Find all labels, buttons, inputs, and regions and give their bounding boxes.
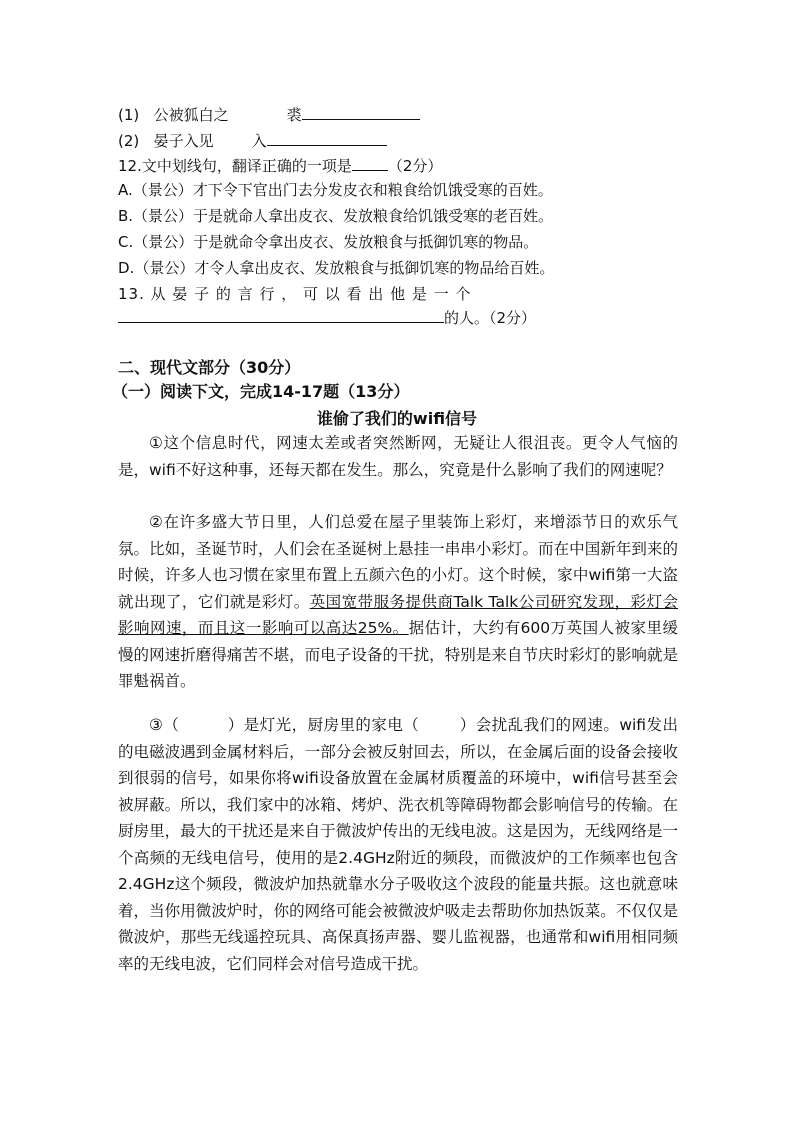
q12-option-b: B.（景公）于是就命人拿出皮衣、发放粮食给饥饿受寒的老百姓。 <box>118 207 554 225</box>
q12-stem: 12.文中划线句，翻译正确的一项是 （2分） <box>118 154 442 176</box>
paragraph-1: ①这个信息时代，网速太差或者突然断网，无疑让人很沮丧。更令人气恼的是，wifi不好这种事，还每天都在发生。那么，究竟是什么影响了我们的网速呢？ <box>118 434 678 479</box>
article-title: 谁偷了我们的wifi信号 <box>316 409 478 428</box>
q12-option-c: C.（景公）于是就命令拿出皮衣、发放粮食与抵御饥寒的物品。 <box>118 233 539 251</box>
item-number: (2) <box>118 132 140 150</box>
q13-answer-line: 的人。（2分） <box>118 306 536 328</box>
part-heading: （一）阅读下文，完成14-17题（13分） <box>112 382 410 401</box>
paragraph-3: ③（ ）是灯光，厨房里的家电（ ）会扰乱我们的网速。wifi发出的电磁波遇到金属材料后，一部分会被反射回去，所以，在金属后面的设备会接收到很弱的信号，如果你将wifi设备放置在金属材质覆盖的环境中，wifi信号甚至会被屏蔽。所以，我们家中的冰箱、烤炉、洗衣机等障碍物都会影响信号的传输。在厨房里，最大的干扰还是来自于微波炉传出的无线电波。这是因为，无线网络是一个高频的无线电信号，使用的是2.4GHz附近的频段，而微波炉的工作频率也包含2.4GHz这个频段，微波炉加热就靠水分子吸收这个波段的能量共振。这也就意味着，当你用微波炉时，你的网络可能会被微波炉吸走去帮助你加热饭菜。不仅仅是微波炉，那些无线遥控玩具、高保真扬声器、婴儿监视器，也通常和wifi用相同频率的无线电波，它们同样会对信号造成干扰。 <box>118 716 678 973</box>
q12-option-a: A.（景公）才下令下官出门去分发皮衣和粮食给饥饿受寒的百姓。 <box>118 181 553 199</box>
paragraph-2: ②在许多盛大节日里，人们总爱在屋子里装饰上彩灯，来增添节日的欢乐气氛。比如，圣诞节时，人们会在圣诞树上悬挂一串串小彩灯。而在中国新年到来的时候，许多人也习惯在家里布置上五颜六色的小灯。这个时候，家中wifi第一大盗就出现了，它们就是彩灯。英国宽带服务提供商Talk Talk公司研究发现，彩灯会影响网速，而且这一影响可以高达25%。据估计，大约有600万英国人被家里缓慢的网速折磨得痛苦不堪，而电子设备的干扰，特别是来自节庆时彩灯的影响就是罪魁祸首。 <box>118 513 679 690</box>
item-word: 入 <box>251 132 267 150</box>
q12-option-d: D.（景公）才令人拿出皮衣、发放粮食与抵御饥寒的物品给百姓。 <box>118 259 555 277</box>
underlined-sentence: 英国宽带服务提供商Talk Talk公司研究发现，彩灯会影响网速，而且这一影响可以高达25%。 <box>118 592 678 637</box>
answer-blank[interactable] <box>267 129 387 146</box>
q13-stem: 13. 从 晏 子 的 言 行 ， 可 以 看 出 他 是 一 个 <box>118 285 472 303</box>
q11-item-1 <box>118 103 420 125</box>
answer-blank[interactable] <box>302 103 420 120</box>
q11-item-2 <box>118 129 387 151</box>
item-number: (1) <box>118 106 140 124</box>
section-heading: 二、现代文部分（30分） <box>118 358 301 377</box>
answer-blank[interactable] <box>352 154 388 171</box>
item-text: 晏子入见 <box>153 132 214 150</box>
item-text: 公被狐白之 <box>153 106 229 124</box>
item-word: 裘 <box>286 106 302 124</box>
answer-blank[interactable] <box>118 306 444 323</box>
